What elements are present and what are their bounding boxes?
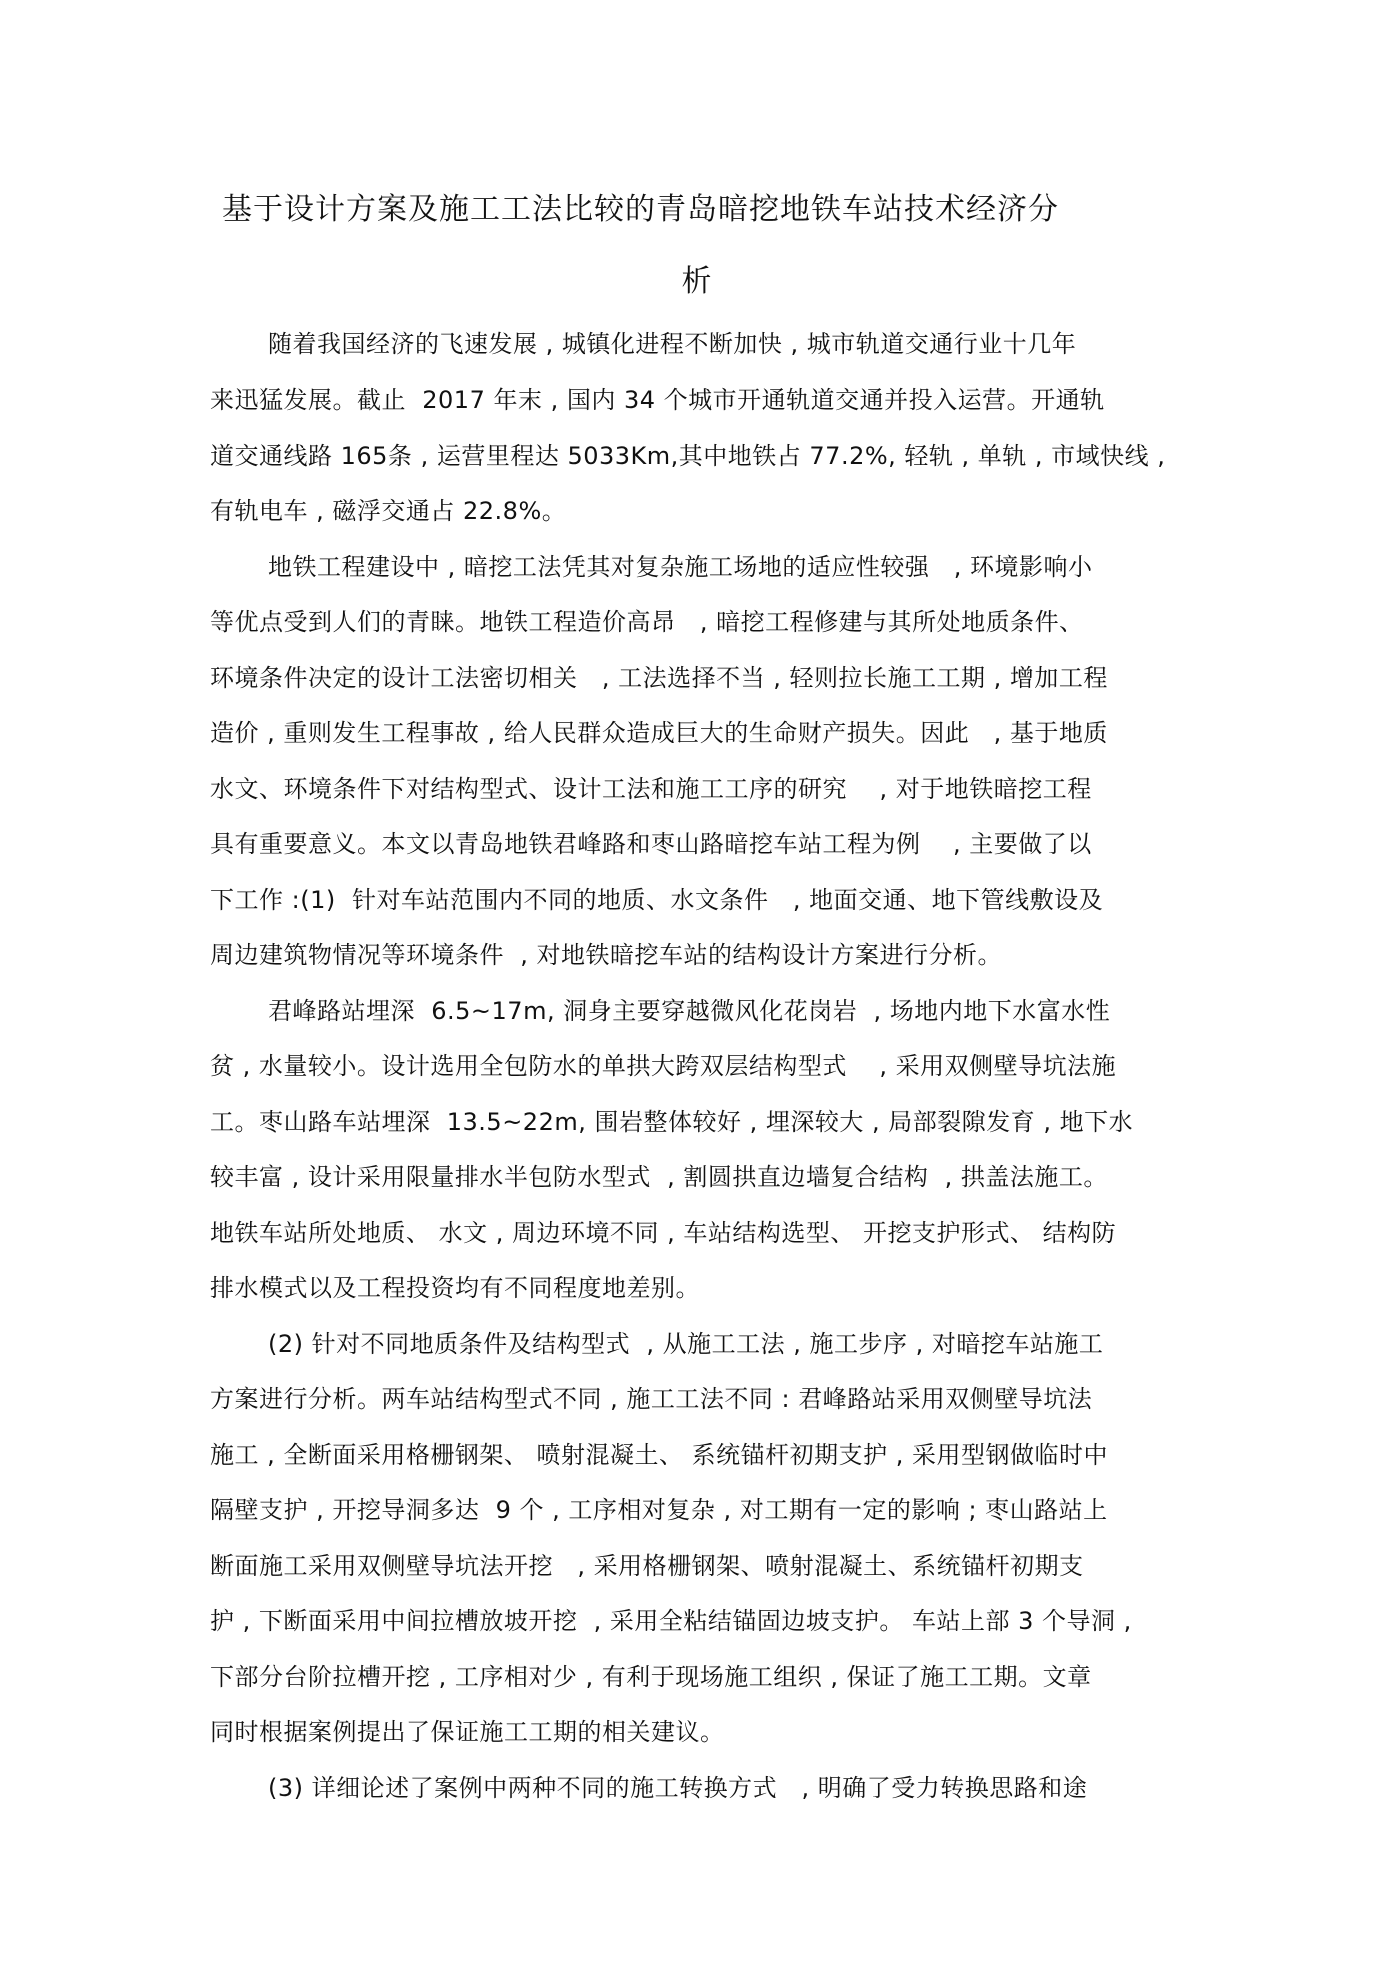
paragraph-line: 环境条件决定的设计工法密切相关 , 工法选择不当 , 轻则拉长施工工期 , 增加工程 — [210, 664, 1108, 692]
document-title-line-2: 析 — [681, 264, 713, 299]
paragraph-line: 较丰富 , 设计采用限量排水半包防水型式 , 割圆拱直边墙复合结构 , 拱盖法施工。 — [210, 1163, 1108, 1191]
paragraph-line: 随着我国经济的飞速发展 , 城镇化进程不断加快 , 城市轨道交通行业十几年 — [268, 330, 1077, 358]
paragraph-line: 施工 , 全断面采用格栅钢架、 喷射混凝土、 系统锚杆初期支护 , 采用型钢做临时中 — [210, 1441, 1109, 1469]
paragraph-line: 同时根据案例提出了保证施工工期的相关建议。 — [210, 1718, 725, 1746]
paragraph-line: 下工作 :(1) 针对车站范围内不同的地质、水文条件 , 地面交通、地下管线敷设及 — [210, 886, 1104, 914]
paragraph-line: 造价 , 重则发生工程事故 , 给人民群众造成巨大的生命财产损失。因此 , 基于地质 — [210, 719, 1108, 747]
paragraph-line: 水文、环境条件下对结构型式、设计工法和施工工序的研究 , 对于地铁暗挖工程 — [210, 775, 1092, 803]
paragraph-line: 工。枣山路车站埋深 13.5~22m, 围岩整体较好 , 埋深较大 , 局部裂隙发育 , 地下水 — [210, 1108, 1134, 1136]
paragraph-line: 君峰路站埋深 6.5~17m, 洞身主要穿越微风化花岗岩 , 场地内地下水富水性 — [268, 997, 1111, 1025]
paragraph-line: 地铁工程建设中 , 暗挖工法凭其对复杂施工场地的适应性较强 , 环境影响小 — [268, 553, 1093, 581]
paragraph-line: 护 , 下断面采用中间拉槽放坡开挖 , 采用全粘结锚固边坡支护。 车站上部 3 个导洞 , — [210, 1607, 1132, 1635]
paragraph-line: (2) 针对不同地质条件及结构型式 , 从施工工法 , 施工步序 , 对暗挖车站施工 — [268, 1330, 1104, 1358]
paragraph-line: 贫 , 水量较小。设计选用全包防水的单拱大跨双层结构型式 , 采用双侧壁导坑法施 — [210, 1052, 1117, 1080]
paragraph-line: 具有重要意义。本文以青岛地铁君峰路和枣山路暗挖车站工程为例 , 主要做了以 — [210, 830, 1092, 858]
paragraph-line: 排水模式以及工程投资均有不同程度地差别。 — [210, 1274, 700, 1302]
paragraph-line: 地铁车站所处地质、 水文 , 周边环境不同 , 车站结构选型、 开挖支护形式、 结构防 — [210, 1219, 1117, 1247]
paragraph-line: 下部分台阶拉槽开挖 , 工序相对少 , 有利于现场施工组织 , 保证了施工工期。文章 — [210, 1663, 1092, 1691]
paragraph-line: (3) 详细论述了案例中两种不同的施工转换方式 , 明确了受力转换思路和途 — [268, 1774, 1088, 1802]
paragraph-line: 道交通线路 165条 , 运营里程达 5033Km,其中地铁占 77.2%, 轻轨 , 单轨 , 市域快线 , — [210, 442, 1166, 470]
paragraph-line: 等优点受到人们的青睐。地铁工程造价高昂 , 暗挖工程修建与其所处地质条件、 — [210, 608, 1084, 636]
paragraph-line: 隔壁支护 , 开挖导洞多达 9 个 , 工序相对复杂 , 对工期有一定的影响 ; 枣山路站上 — [210, 1496, 1108, 1524]
document-title-line-1: 基于设计方案及施工工法比较的青岛暗挖地铁车站技术经济分 — [222, 192, 1059, 227]
paragraph-line: 方案进行分析。两车站结构型式不同 , 施工工法不同 : 君峰路站采用双侧壁导坑法 — [210, 1385, 1093, 1413]
paragraph-line: 断面施工采用双侧壁导坑法开挖 , 采用格栅钢架、喷射混凝土、系统锚杆初期支 — [210, 1552, 1084, 1580]
paragraph-line: 有轨电车 , 磁浮交通占 22.8%。 — [210, 497, 567, 525]
paragraph-line: 周边建筑物情况等环境条件 , 对地铁暗挖车站的结构设计方案进行分析。 — [210, 941, 1003, 969]
paragraph-line: 来迅猛发展。截止 2017 年末 , 国内 34 个城市开通轨道交通并投入运营。开通轨 — [210, 386, 1105, 414]
